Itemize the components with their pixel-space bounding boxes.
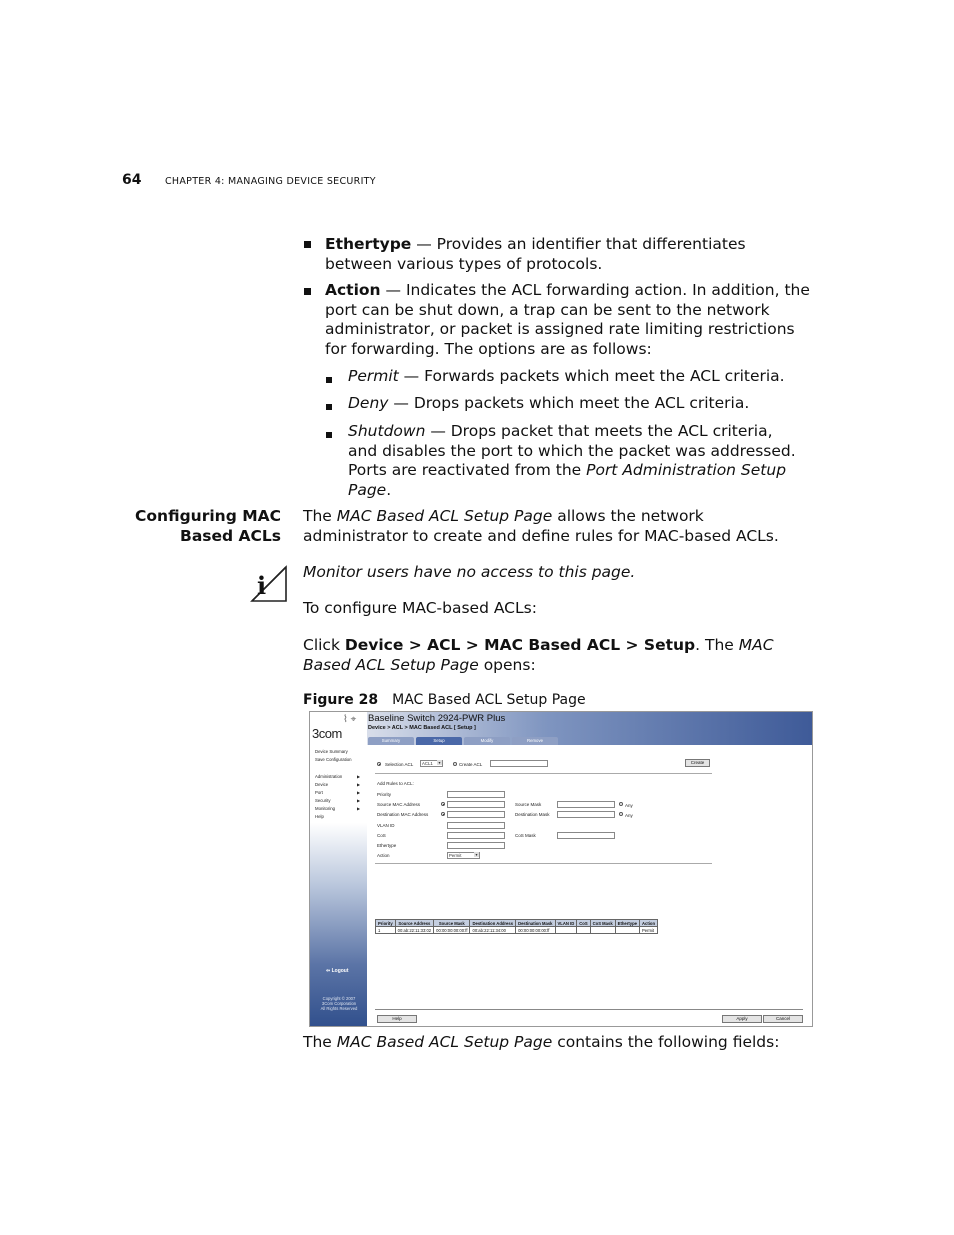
table-header-cell: CoS Mask bbox=[590, 920, 615, 927]
table-header-cell: CoS bbox=[577, 920, 590, 927]
sidebar bbox=[310, 712, 367, 1027]
click-instruction: Click Device > ACL > MAC Based ACL > Setup. The MAC Based ACL Setup Page opens: bbox=[303, 636, 774, 674]
svg-text:i: i bbox=[257, 571, 267, 600]
table-header-cell: Source Mask bbox=[434, 920, 470, 927]
dest-mask-label: Destination Mask bbox=[515, 812, 550, 817]
source-mask-label: Source Mask bbox=[515, 802, 542, 807]
source-mac-label: Source MAC Address bbox=[377, 802, 421, 807]
section-heading: Configuring MAC Based ACLs bbox=[135, 507, 281, 545]
table-header-cell: Ethertype bbox=[615, 920, 639, 927]
create-acl-input[interactable] bbox=[490, 760, 548, 767]
dest-any-label: Any bbox=[625, 813, 633, 818]
dest-mac-label: Destination MAC Address bbox=[377, 812, 429, 817]
ethertype-label: Ethertype bbox=[377, 843, 397, 848]
nav-device-summary[interactable]: Device Summary bbox=[315, 749, 348, 754]
chevron-right-icon: ▶ bbox=[357, 806, 361, 811]
source-mac-input[interactable] bbox=[447, 801, 505, 808]
divider bbox=[375, 773, 712, 774]
create-button[interactable]: Create bbox=[685, 759, 710, 767]
nav-monitoring[interactable]: Monitoring ▶ bbox=[315, 806, 361, 811]
help-button[interactable]: Help bbox=[377, 1015, 417, 1023]
section-intro: The MAC Based ACL Setup Page allows the network administrator to create and define rules for MAC-based ACLs. bbox=[303, 507, 779, 545]
selection-acl-label: Selection ACL bbox=[385, 762, 414, 767]
divider bbox=[375, 1009, 803, 1010]
dest-mac-input[interactable] bbox=[447, 811, 505, 818]
source-any-label: Any bbox=[625, 803, 633, 808]
divider bbox=[375, 863, 712, 864]
table-cell bbox=[590, 927, 615, 934]
source-any-radio[interactable] bbox=[619, 802, 623, 806]
chevron-right-icon: ▶ bbox=[357, 798, 361, 803]
tab-remove[interactable]: Remove bbox=[512, 737, 558, 745]
table-cell: 00:00:00:00:00:ff bbox=[516, 927, 555, 934]
main-content bbox=[367, 745, 813, 1027]
table-cell: 1 bbox=[376, 927, 396, 934]
page-number: 64 bbox=[122, 172, 142, 188]
info-note-icon bbox=[250, 563, 288, 603]
source-mask-input[interactable] bbox=[557, 801, 615, 808]
add-rules-label: Add Rules to ACL: bbox=[377, 781, 414, 786]
nav-port[interactable]: Port ▶ bbox=[315, 790, 361, 795]
table-header-cell: Action bbox=[639, 920, 657, 927]
cos-mask-input[interactable] bbox=[557, 832, 615, 839]
figure-screenshot bbox=[309, 711, 813, 1027]
vlan-id-label: VLAN ID bbox=[377, 823, 395, 828]
sub-bullet-marker bbox=[326, 404, 332, 410]
step-intro: To configure MAC-based ACLs: bbox=[303, 599, 537, 617]
app-header bbox=[367, 712, 813, 745]
table-row[interactable] bbox=[376, 927, 658, 934]
table-header-cell: VLAN ID bbox=[555, 920, 577, 927]
sub-bullet-marker bbox=[326, 432, 332, 438]
sub-bullet-shutdown: Shutdown — Drops packet that meets the ACL criteria, and disables the port to which the packet was addressed. Ports are reactivated from the Port Administration Setup Page. bbox=[348, 422, 796, 499]
figure-caption: Figure 28 MAC Based ACL Setup Page bbox=[303, 692, 586, 708]
table-header-cell: Priority bbox=[376, 920, 396, 927]
tab-setup[interactable]: Setup bbox=[416, 737, 462, 745]
priority-label: Priority bbox=[377, 792, 392, 797]
ethertype-input[interactable] bbox=[447, 842, 505, 849]
nav-save-configuration[interactable]: Save Configuration bbox=[315, 757, 352, 762]
table-body bbox=[376, 927, 658, 934]
vlan-id-input[interactable] bbox=[447, 822, 505, 829]
table-cell: 00:ab:22:11:34:00 bbox=[470, 927, 516, 934]
cos-label: CoS bbox=[377, 833, 386, 838]
priority-input[interactable] bbox=[447, 791, 505, 798]
table-cell bbox=[555, 927, 577, 934]
dest-mac-radio[interactable] bbox=[441, 812, 445, 816]
nav-administration[interactable]: Administration ▶ bbox=[315, 774, 361, 779]
cos-mask-label: CoS Mask bbox=[515, 833, 536, 838]
action-label: Action bbox=[377, 853, 390, 858]
chevron-right-icon: ▶ bbox=[357, 790, 361, 795]
app-title: Baseline Switch 2924-PWR Plus bbox=[368, 713, 506, 724]
dest-any-radio[interactable] bbox=[619, 812, 623, 816]
monitor-note: Monitor users have no access to this page. bbox=[303, 563, 636, 581]
nav-security[interactable]: Security ▶ bbox=[315, 798, 361, 803]
table-cell: Permit bbox=[639, 927, 657, 934]
table-cell bbox=[577, 927, 590, 934]
create-acl-radio[interactable] bbox=[453, 762, 457, 766]
nav-help[interactable]: Help bbox=[315, 814, 324, 819]
table-header-cell: Destination Address bbox=[470, 920, 516, 927]
sub-bullet-marker bbox=[326, 377, 332, 383]
tab-summary[interactable]: Summary bbox=[368, 737, 414, 745]
logout-icon: ⇦ bbox=[326, 968, 332, 974]
copyright: Copyright © 2007 3Com Corporation All Rights Reserved bbox=[320, 996, 358, 1011]
dest-mask-input[interactable] bbox=[557, 811, 615, 818]
table-cell bbox=[615, 927, 639, 934]
logo: 3com bbox=[312, 726, 342, 741]
acl-rules-table bbox=[375, 919, 658, 934]
tab-modify[interactable]: Modify bbox=[464, 737, 510, 745]
cos-input[interactable] bbox=[447, 832, 505, 839]
selection-acl-select[interactable]: ACL1 ▾ bbox=[420, 760, 443, 767]
source-mac-radio[interactable] bbox=[441, 802, 445, 806]
table-header-cell: Source Address bbox=[395, 920, 433, 927]
action-select[interactable]: Permit ▾ bbox=[447, 852, 480, 859]
sub-bullet-deny: Deny — Drops packets which meet the ACL criteria. bbox=[348, 394, 750, 412]
nav-device[interactable]: Device ▶ bbox=[315, 782, 361, 787]
chapter-title: CHAPTER 4: MANAGING DEVICE SECURITY bbox=[165, 176, 376, 187]
sub-bullet-permit: Permit — Forwards packets which meet the ACL criteria. bbox=[348, 367, 785, 385]
bullet-ethertype: Ethertype — Provides an identifier that differentiates between various types of protocols. bbox=[325, 235, 746, 273]
bullet-marker bbox=[304, 288, 311, 295]
apply-button[interactable]: Apply bbox=[722, 1015, 762, 1023]
bullet-action: Action — Indicates the ACL forwarding action. In addition, the port can be shut down, a trap can be sent to the network administrator, or packet is assigned rate limiting restrictions for forwarding. The options are as follows: bbox=[325, 281, 810, 358]
cancel-button[interactable]: Cancel bbox=[763, 1015, 803, 1023]
breadcrumb: Device > ACL > MAC Based ACL [ Setup ] bbox=[368, 725, 476, 731]
logout-link[interactable]: ⇦ Logout bbox=[326, 968, 349, 974]
table-cell: 00:00:00:00:00:ff bbox=[434, 927, 470, 934]
fields-intro: The MAC Based ACL Setup Page contains the following fields: bbox=[303, 1033, 780, 1051]
chevron-right-icon: ▶ bbox=[357, 782, 361, 787]
create-acl-label: Create ACL bbox=[459, 762, 483, 767]
table-header-cell: Destination Mask bbox=[516, 920, 555, 927]
chevron-right-icon: ▶ bbox=[357, 774, 361, 779]
bullet-marker bbox=[304, 241, 311, 248]
table-header-row bbox=[376, 920, 658, 927]
logo-marks-icon: ⌇ ⌖ bbox=[343, 714, 357, 725]
table-cell: 00:ab:22:11:33:02 bbox=[395, 927, 433, 934]
selection-acl-radio[interactable] bbox=[377, 762, 381, 766]
